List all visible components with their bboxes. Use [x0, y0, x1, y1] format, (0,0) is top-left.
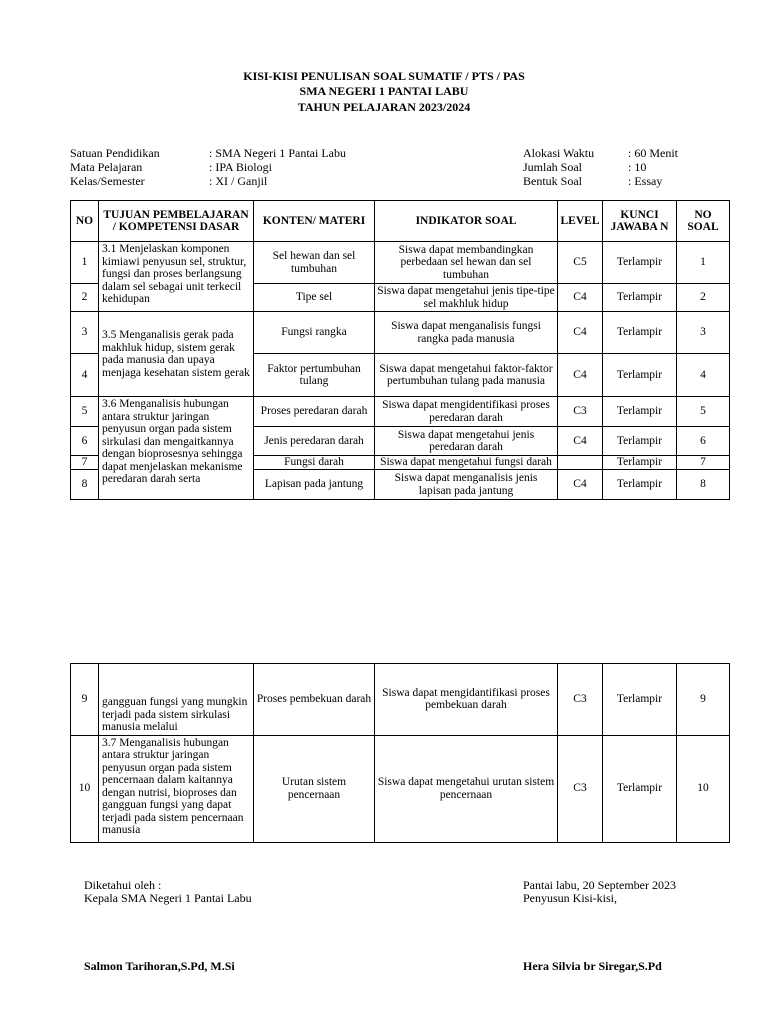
- header-level: LEVEL: [558, 201, 603, 242]
- cell-konten: Fungsi darah: [254, 456, 375, 470]
- cell-level: C3: [558, 397, 603, 427]
- info-label-mapel: Mata Pelajaran: [70, 160, 143, 174]
- info-value-jumlah: : 10: [628, 160, 647, 174]
- academic-year: TAHUN PELAJARAN 2023/2024: [297, 100, 471, 114]
- cell-konten: Jenis peredaran darah: [254, 427, 375, 456]
- header-konten: KONTEN/ MATERI: [254, 201, 375, 242]
- cell-level: [558, 456, 603, 470]
- cell-konten: Tipe sel: [254, 284, 375, 312]
- cell-kunci: Terlampir: [603, 397, 677, 427]
- cell-kunci: Terlampir: [603, 242, 677, 284]
- cell-no-soal: 9: [677, 664, 730, 736]
- cell-kunci: Terlampir: [603, 427, 677, 456]
- cell-no-soal: 3: [677, 312, 730, 354]
- cell-no-soal: 10: [677, 735, 730, 842]
- cell-no-soal: 1: [677, 242, 730, 284]
- kisi-table-continued: [70, 663, 730, 843]
- cell-konten: Fungsi rangka: [254, 312, 375, 354]
- cell-indikator: Siswa dapat mengetahui jenis peredaran darah: [375, 427, 558, 456]
- info-value-mapel: : IPA Biologi: [209, 160, 272, 174]
- cell-level: C3: [558, 735, 603, 842]
- sig-right-line1: Pantai labu, 20 September 2023: [523, 878, 676, 892]
- info-label-kelas: Kelas/Semester: [70, 174, 145, 188]
- info-label-jumlah: Jumlah Soal: [523, 160, 582, 174]
- cell-indikator: Siswa dapat membandingkan perbedaan sel hewan dan sel tumbuhan: [375, 242, 558, 284]
- cell-level: C5: [558, 242, 603, 284]
- school-name: SMA NEGERI 1 PANTAI LABU: [299, 84, 469, 98]
- header-tujuan: TUJUAN PEMBELAJARAN / KOMPETENSI DASAR: [99, 201, 254, 242]
- cell-no: 7: [71, 456, 99, 470]
- cell-indikator: Siswa dapat mengidentifikasi proses peredaran darah: [375, 397, 558, 427]
- info-value-alokasi: : 60 Menit: [628, 146, 678, 160]
- cell-kd: 3.5 Menganalisis gerak pada makhluk hidup, sistem gerak pada manusia dan upaya menjaga kesehatan sistem gerak: [99, 312, 254, 397]
- info-label-bentuk: Bentuk Soal: [523, 174, 582, 188]
- cell-level: C4: [558, 354, 603, 397]
- cell-kd: 3.1 Menjelaskan komponen kimiawi penyusun sel, struktur, fungsi dan proses berlangsung dalam sel sebagai unit terkecil kehidupan: [99, 242, 254, 312]
- info-label-alokasi: Alokasi Waktu: [523, 146, 595, 160]
- cell-indikator: Siswa dapat mengetahui urutan sistem pencernaan: [375, 735, 558, 842]
- cell-no-soal: 5: [677, 397, 730, 427]
- cell-no: 5: [71, 397, 99, 427]
- cell-indikator: Siswa dapat menganalisis jenis lapisan pada jantung: [375, 470, 558, 500]
- sig-right-name: Hera Silvia br Siregar,S.Pd: [523, 959, 662, 973]
- table-row: [71, 735, 730, 842]
- table-row: [71, 312, 730, 354]
- table-row: [71, 242, 730, 284]
- cell-level: C4: [558, 284, 603, 312]
- cell-level: C3: [558, 664, 603, 736]
- cell-konten: Sel hewan dan sel tumbuhan: [254, 242, 375, 284]
- cell-kd: 3.7 Menganalisis hubungan antara struktur jaringan penyusun organ pada sistem pencernaan dalam kaitannya dengan nutrisi, bioproses dan gangguan fungsi yang dapat terjadi pada sistem pencernaan manusia: [99, 735, 254, 842]
- cell-kunci: Terlampir: [603, 664, 677, 736]
- cell-no: 4: [71, 354, 99, 397]
- cell-indikator: Siswa dapat mengetahui faktor-faktor pertumbuhan tulang pada manusia: [375, 354, 558, 397]
- cell-konten: Lapisan pada jantung: [254, 470, 375, 500]
- cell-kunci: Terlampir: [603, 456, 677, 470]
- cell-no: 6: [71, 427, 99, 456]
- cell-no: 9: [71, 664, 99, 736]
- cell-kunci: Terlampir: [603, 735, 677, 842]
- cell-no: 3: [71, 312, 99, 354]
- cell-kunci: Terlampir: [603, 284, 677, 312]
- cell-no: 2: [71, 284, 99, 312]
- cell-kd: gangguan fungsi yang mungkin terjadi pada sistem sirkulasi manusia melalui: [99, 664, 254, 736]
- cell-indikator: Siswa dapat mengetahui fungsi darah: [375, 456, 558, 470]
- cell-konten: Faktor pertumbuhan tulang: [254, 354, 375, 397]
- info-value-kelas: : XI / Ganjil: [209, 174, 268, 188]
- cell-konten: Proses pembekuan darah: [254, 664, 375, 736]
- info-value-satuan: : SMA Negeri 1 Pantai Labu: [209, 146, 346, 160]
- table-header-row: [71, 201, 730, 242]
- cell-indikator: Siswa dapat mengetahui jenis tipe-tipe sel makhluk hidup: [375, 284, 558, 312]
- cell-kunci: Terlampir: [603, 312, 677, 354]
- cell-kunci: Terlampir: [603, 354, 677, 397]
- kisi-table: [70, 200, 730, 500]
- cell-kd: 3.6 Menganalisis hubungan antara struktur jaringan penyusun organ pada sistem sirkulasi dan mengaitkannya dengan bioprosesnya sehingga dapat menjelaskan mekanisme peredaran darah serta: [99, 397, 254, 500]
- sig-left-line2: Kepala SMA Negeri 1 Pantai Labu: [84, 891, 252, 905]
- cell-no: 10: [71, 735, 99, 842]
- header-no-soal: NO SOAL: [677, 201, 730, 242]
- cell-level: C4: [558, 312, 603, 354]
- cell-level: C4: [558, 427, 603, 456]
- cell-indikator: Siswa dapat mengidantifikasi proses pembekuan darah: [375, 664, 558, 736]
- sig-left-line1: Diketahui oleh :: [84, 878, 162, 892]
- info-label-satuan: Satuan Pendidikan: [70, 146, 160, 160]
- cell-konten: Proses peredaran darah: [254, 397, 375, 427]
- header-indikator: INDIKATOR SOAL: [375, 201, 558, 242]
- cell-no-soal: 8: [677, 470, 730, 500]
- cell-level: C4: [558, 470, 603, 500]
- table-row: [71, 397, 730, 427]
- header-kunci: KUNCI JAWABA N: [603, 201, 677, 242]
- document-title: KISI-KISI PENULISAN SOAL SUMATIF / PTS / PAS: [243, 69, 525, 83]
- info-value-bentuk: : Essay: [628, 174, 663, 188]
- cell-kunci: Terlampir: [603, 470, 677, 500]
- cell-no-soal: 2: [677, 284, 730, 312]
- header-no: NO: [71, 201, 99, 242]
- cell-no: 1: [71, 242, 99, 284]
- cell-no-soal: 7: [677, 456, 730, 470]
- cell-indikator: Siswa dapat menganalisis fungsi rangka pada manusia: [375, 312, 558, 354]
- cell-no-soal: 6: [677, 427, 730, 456]
- cell-konten: Urutan sistem pencernaan: [254, 735, 375, 842]
- table-row: [71, 664, 730, 736]
- cell-no-soal: 4: [677, 354, 730, 397]
- sig-left-name: Salmon Tarihoran,S.Pd, M.Si: [84, 959, 235, 973]
- cell-no: 8: [71, 470, 99, 500]
- sig-right-line2: Penyusun Kisi-kisi,: [523, 891, 618, 905]
